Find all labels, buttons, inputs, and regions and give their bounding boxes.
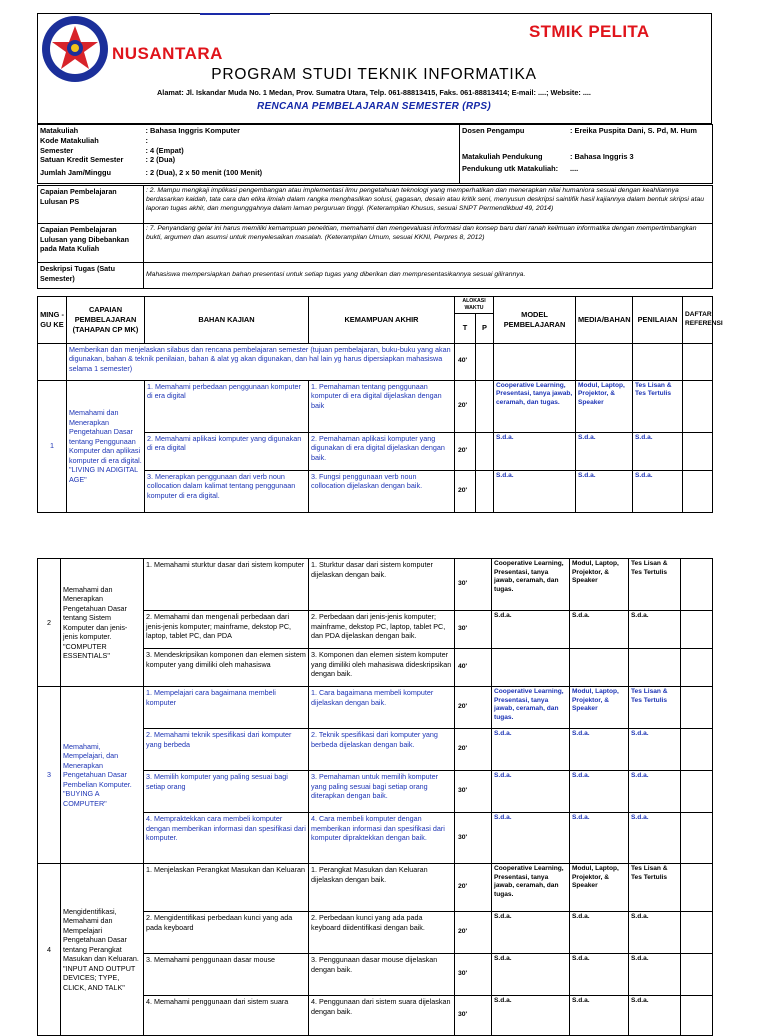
week-number: 2 xyxy=(38,559,61,687)
bahan-cell: 2. Memahami aplikasi komputer yang digunakan di era digital xyxy=(145,432,309,470)
deskripsi-tugas-label: Deskripsi Tugas (Satu Semester) xyxy=(38,263,144,289)
kemampuan-cell: 3. Fungsi penggunaan verb noun collocation dijelaskan dengan baik. xyxy=(309,470,455,512)
time-cell: 20' xyxy=(455,687,492,729)
p-cell xyxy=(476,432,494,470)
bahan-cell: 3. Memahami penggunaan dasar mouse xyxy=(144,954,309,996)
intro-daftar xyxy=(683,343,713,380)
table-row xyxy=(38,687,713,729)
model-cell: S.d.a. xyxy=(492,729,570,771)
value-kode: : xyxy=(145,135,148,145)
cp-mk-label: Capaian Pembelajaran Lulusan yang Dibebankan pada Mata Kuliah xyxy=(38,224,144,263)
table-row xyxy=(38,864,713,912)
bahan-cell: 2. Memahami teknik spesifikasi dari komputer yang berbeda xyxy=(144,729,309,771)
daftar-cell xyxy=(681,771,713,813)
week-cp: Memahami dan Menerapkan Pengetahuan Dasar tentang Sistem Komputer dan jenis-jenis komputer. "COMPUTER ESSENTIALS" xyxy=(61,559,144,687)
time-cell: 30' xyxy=(455,954,492,996)
label-sks: Satuan Kredit Semester xyxy=(40,155,124,165)
media-cell: Modul, Laptop, Projektor, & Speaker xyxy=(576,380,633,432)
daftar-cell xyxy=(683,380,713,432)
header-kemampuan: KEMAMPUAN AKHIR xyxy=(309,297,455,344)
bahan-cell: 1. Menjelaskan Perangkat Masukan dan Keluaran xyxy=(144,864,309,912)
label-jam: Jumlah Jam/Minggu xyxy=(40,168,112,178)
institution-name-line2: NUSANTARA xyxy=(112,44,223,63)
value-sks: : 2 (Dua) xyxy=(145,155,176,165)
daftar-cell xyxy=(681,864,713,912)
value-dosen: : Ereika Puspita Dani, S. Pd, M. Hum xyxy=(570,126,697,135)
kemampuan-cell: 2. Teknik spesifikasi dari komputer yang berbeda dijelaskan dengan baik. xyxy=(309,729,455,771)
kemampuan-cell: 4. Cara membeli komputer dengan memberikan informasi dan spesifikasi dari komputer dipraktekkan dengan baik. xyxy=(309,813,455,864)
time-cell: 20' xyxy=(455,470,476,512)
week-cp: Mengidentifikasi, Memahami dan Mempelajari Pengetahuan Dasar tentang Perangkat Masukan dan Keluaran. "INPUT AND OUTPUT DEVICES; TYPE, CLICK, AND TALK" xyxy=(61,864,144,1036)
header-media: MEDIA/BAHAN xyxy=(576,297,633,344)
label-pendukung-utk: Pendukung utk Matakuliah: xyxy=(462,164,559,173)
intro-time: 40' xyxy=(455,343,476,380)
model-cell: S.d.a. xyxy=(494,432,576,470)
week-number: 1 xyxy=(38,380,67,512)
week-cp: Memahami dan Menerapkan Pengetahuan Dasar tentang Penggunaan Komputer dan aplikasi komputer di era digital. "LIVING IN ADIGITAL AGE" xyxy=(67,380,145,512)
kemampuan-cell: 3. Pemahaman untuk memilih komputer yang paling sesuai bagi setiap orang diterapkan dengan baik. xyxy=(309,771,455,813)
header-p: P xyxy=(476,313,494,343)
penilaian-cell: S.d.a. xyxy=(629,954,681,996)
kemampuan-cell: 1. Perangkat Masukan dan Keluaran dijelaskan dengan baik. xyxy=(309,864,455,912)
daftar-cell xyxy=(681,813,713,864)
model-cell: Cooperative Learning, Presentasi, tanya jawab, ceramah, dan tugas. xyxy=(492,559,570,611)
kemampuan-cell: 2. Perbedaan dari jenis-jenis komputer; mainframe, dekstop PC, laptop, tablet PC, dan PDA dijelaskan dengan baik. xyxy=(309,611,455,649)
bahan-cell: 4. Mempraktekkan cara membeli komputer dengan memberikan informasi dan spesifikasi dari komputer. xyxy=(144,813,309,864)
course-info-dosen xyxy=(460,125,713,184)
header-week: MING -GU KE xyxy=(38,297,67,344)
deskripsi-tugas-text: Mahasiswa mempersiapkan bahan presentasi untuk setiap tugas yang diberikan dan mempresentasikannya sesuai gilirannya. xyxy=(144,263,713,289)
penilaian-cell: S.d.a. xyxy=(633,470,683,512)
table-row xyxy=(38,559,713,611)
label-matakuliah: Matakuliah xyxy=(40,126,79,135)
value-semester: : 4 (Empat) xyxy=(145,145,184,155)
intro-week-cell xyxy=(38,343,67,380)
top-accent-line xyxy=(200,13,270,15)
media-cell: S.d.a. xyxy=(570,954,629,996)
penilaian-cell: Tes Lisan & Tes Tertulis xyxy=(633,380,683,432)
penilaian-cell: Tes Lisan & Tes Tertulis xyxy=(629,687,681,729)
bahan-cell: 3. Menerapkan penggunaan dari verb noun collocation dalam kalimat tentang penggunaan komputer di era digital. xyxy=(145,470,309,512)
label-semester: Semester xyxy=(40,145,74,155)
time-cell: 20' xyxy=(455,912,492,954)
p-cell xyxy=(476,470,494,512)
p-cell xyxy=(476,380,494,432)
kemampuan-cell: 3. Komponen dan elemen sistem komputer yang dimiliki oleh mahasiswa dideskripsikan dengan baik. xyxy=(309,649,455,687)
media-cell xyxy=(570,649,629,687)
value-matakuliah: : Bahasa Inggris Komputer xyxy=(145,126,240,135)
kemampuan-cell: 1. Pemahaman tentang penggunaan komputer di era digital dijelaskan dengan baik xyxy=(309,380,455,432)
model-cell: S.d.a. xyxy=(492,813,570,864)
media-cell: S.d.a. xyxy=(570,996,629,1036)
time-cell: 20' xyxy=(455,864,492,912)
bahan-cell: 3. Memilih komputer yang paling sesuai bagi setiap orang xyxy=(144,771,309,813)
model-cell: S.d.a. xyxy=(492,996,570,1036)
intro-media xyxy=(576,343,633,380)
program-title: PROGRAM STUDI TEKNIK INFORMATIKA xyxy=(211,66,537,83)
intro-p xyxy=(476,343,494,380)
media-cell: Modul, Laptop, Projektor, & Speaker xyxy=(570,559,629,611)
time-cell: 20' xyxy=(455,729,492,771)
intro-text: Memberikan dan menjelaskan silabus dan rencana pembelajaran semester (tujuan pembelajaran, buku-buku yang akan digunakan, bahan & teknik penilaian, bahan & alat yg akan digunakan, dan hal lain yg harus dipersiapkan mahasiswa selama 1 semester) xyxy=(67,343,455,380)
kemampuan-cell: 1. Cara bagaimana membeli komputer dijelaskan dengan baik. xyxy=(309,687,455,729)
model-cell: Cooperative Learning, Presentasi, tanya jawab, ceramah, dan tugas. xyxy=(492,864,570,912)
time-cell: 30' xyxy=(455,813,492,864)
penilaian-cell xyxy=(629,649,681,687)
label-kode: Kode Matakuliah xyxy=(40,135,99,145)
course-info-table xyxy=(37,124,713,184)
bahan-cell: 4. Memahami penggunaan dari sistem suara xyxy=(144,996,309,1036)
week-number: 3 xyxy=(38,687,61,864)
label-pendukung: Matakuliah Pendukung xyxy=(462,152,543,161)
course-info-values xyxy=(144,125,460,184)
time-cell: 20' xyxy=(455,432,476,470)
document-title: RENCANA PEMBELAJARAN SEMESTER (RPS) xyxy=(256,101,492,112)
model-cell: S.d.a. xyxy=(492,771,570,813)
kemampuan-cell: 3. Penggunaan dasar mouse dijelaskan dengan baik. xyxy=(309,954,455,996)
model-cell: S.d.a. xyxy=(492,954,570,996)
media-cell: S.d.a. xyxy=(570,611,629,649)
value-pendukung: : Bahasa Inggris 3 xyxy=(570,152,634,161)
daftar-cell xyxy=(681,687,713,729)
media-cell: S.d.a. xyxy=(576,432,633,470)
time-cell: 30' xyxy=(455,611,492,649)
daftar-cell xyxy=(683,470,713,512)
time-cell: 20' xyxy=(455,380,476,432)
penilaian-cell: S.d.a. xyxy=(629,611,681,649)
media-cell: S.d.a. xyxy=(570,813,629,864)
model-cell: Cooperative Learning, Presentasi, tanya jawab, ceramah, dan tugas. xyxy=(494,380,576,432)
kemampuan-cell: 1. Sturktur dasar dari sistem komputer dijelaskan dengan baik. xyxy=(309,559,455,611)
intro-penilaian xyxy=(633,343,683,380)
label-dosen: Dosen Pengampu xyxy=(462,126,525,135)
daftar-cell xyxy=(681,912,713,954)
penilaian-cell: Tes Lisan & Tes Tertulis xyxy=(629,864,681,912)
daftar-cell xyxy=(681,649,713,687)
header-penilaian: PENILAIAN xyxy=(633,297,683,344)
week-cp: Memahami, Mempelajari, dan Menerapkan Pengetahuan Dasar Pembelian Komputer. "BUYING A COMPUTER" xyxy=(61,687,144,864)
cp-mk-text: : 7. Penyandang gelar ini harus memiliki kemampuan penelitian, memahami dan mengevaluasi informasi dan konsep baru dari ranah keilmuan informatika dengan mempertimbangkan bukti, argumen dan asumsi untuk menyelesaikan masalah. (Keterampilan Umum, sesuai KKNI, Perpres 8, 2012) xyxy=(144,224,713,263)
model-cell xyxy=(492,649,570,687)
header-t: T xyxy=(455,313,476,343)
daftar-cell xyxy=(683,432,713,470)
time-cell: 30' xyxy=(455,996,492,1036)
media-cell: S.d.a. xyxy=(570,729,629,771)
penilaian-cell: S.d.a. xyxy=(629,912,681,954)
value-jam: : 2 (Dua), 2 x 50 menit (100 Menit) xyxy=(145,168,263,178)
model-cell: S.d.a. xyxy=(494,470,576,512)
model-cell: Cooperative Learning, Presentasi, tanya jawab, ceramah, dan tugas. xyxy=(492,687,570,729)
kemampuan-cell: 2. Pemahaman aplikasi komputer yang digunakan di era digital dijelaskan dengan baik. xyxy=(309,432,455,470)
header-daftar: DAFTAR REFERENSI xyxy=(683,297,713,344)
time-cell: 40' xyxy=(455,649,492,687)
penilaian-cell: S.d.a. xyxy=(629,771,681,813)
daftar-cell xyxy=(681,954,713,996)
model-cell: S.d.a. xyxy=(492,611,570,649)
time-cell: 30' xyxy=(455,559,492,611)
kemampuan-cell: 4. Penggunaan dari sistem suara dijelaskan dengan baik. xyxy=(309,996,455,1036)
daftar-cell xyxy=(681,729,713,771)
kemampuan-cell: 2. Perbedaan kunci yang ada pada keyboard diidentifikasi dengan baik. xyxy=(309,912,455,954)
bahan-cell: 1. Memahami sturktur dasar dari sistem komputer xyxy=(144,559,309,611)
penilaian-cell: S.d.a. xyxy=(629,729,681,771)
bahan-cell: 2. Mengidentifikasi perbedaan kunci yang ada pada keyboard xyxy=(144,912,309,954)
course-info-labels xyxy=(38,125,144,184)
bahan-cell: 1. Mempelajari cara bagaimana membeli komputer xyxy=(144,687,309,729)
header-bahan: BAHAN KAJIAN xyxy=(145,297,309,344)
penilaian-cell: S.d.a. xyxy=(629,813,681,864)
cp-prodi-label: Capaian Pembelajaran Lulusan PS xyxy=(38,186,144,224)
table-row xyxy=(38,380,713,432)
address-line: Alamat: Jl. Iskandar Muda No. 1 Medan, Prov. Sumatra Utara, Telp. 061-88813415, Faks. 061-88813414; E-mail: ....; Website: .... xyxy=(157,88,591,97)
cp-table xyxy=(37,185,713,289)
daftar-cell xyxy=(681,996,713,1036)
model-cell: S.d.a. xyxy=(492,912,570,954)
header-cp: CAPAIAN PEMBELAJARAN (TAHAPAN CP MK) xyxy=(67,297,145,344)
penilaian-cell: S.d.a. xyxy=(633,432,683,470)
penilaian-cell: S.d.a. xyxy=(629,996,681,1036)
bahan-cell: 1. Memahami perbedaan penggunaan komputer di era digital xyxy=(145,380,309,432)
media-cell: Modul, Laptop, Projektor, & Speaker xyxy=(570,864,629,912)
intro-model xyxy=(494,343,576,380)
cp-prodi-text: : 2. Mampu mengkaji implikasi pengembangan atau implementasi ilmu pengetahuan teknologi yang memperhatikan dan menerapkan nilai humaniora sesuai dengan keahliannya berdasarkan kaidah, tata cara dan etika ilmiah dalam rangka menghasilkan solusi, gagasan, desain atau kritik seni, menyusun deskripsi saintifik hasil kajiannya dalam bentuk skripsi atau laporan tugas akhir, dan mengunggahnya dalam laman perguruan tinggi. (Keterampilan Khusus, sesuai SNPT Permendikbud 49, 2014) xyxy=(144,186,713,224)
week-number: 4 xyxy=(38,864,61,1036)
header-model: MODEL PEMBELAJARAN xyxy=(494,297,576,344)
bahan-cell: 3. Mendeskripsikan komponen dan elemen sistem komputer yang dimiliki oleh mahasiswa xyxy=(144,649,309,687)
media-cell: Modul, Laptop, Projektor, & Speaker xyxy=(570,687,629,729)
media-cell: S.d.a. xyxy=(570,912,629,954)
media-cell: S.d.a. xyxy=(576,470,633,512)
rps-table-page2 xyxy=(37,558,713,1036)
penilaian-cell: Tes Lisan & Tes Tertulis xyxy=(629,559,681,611)
bahan-cell: 2. Memahami dan mengenali perbedaan dari jenis-jenis komputer; mainframe, dekstop PC, laptop, tablet PC, dan PDA xyxy=(144,611,309,649)
time-cell: 30' xyxy=(455,771,492,813)
rps-table-page1 xyxy=(37,296,723,513)
media-cell: S.d.a. xyxy=(570,771,629,813)
value-pendukung-utk: .... xyxy=(570,164,579,173)
daftar-cell xyxy=(681,611,713,649)
institution-name-line1: STMIK PELITA xyxy=(529,22,650,41)
daftar-cell xyxy=(681,559,713,611)
header-alokasi: ALOKASI WAKTU xyxy=(455,297,494,314)
